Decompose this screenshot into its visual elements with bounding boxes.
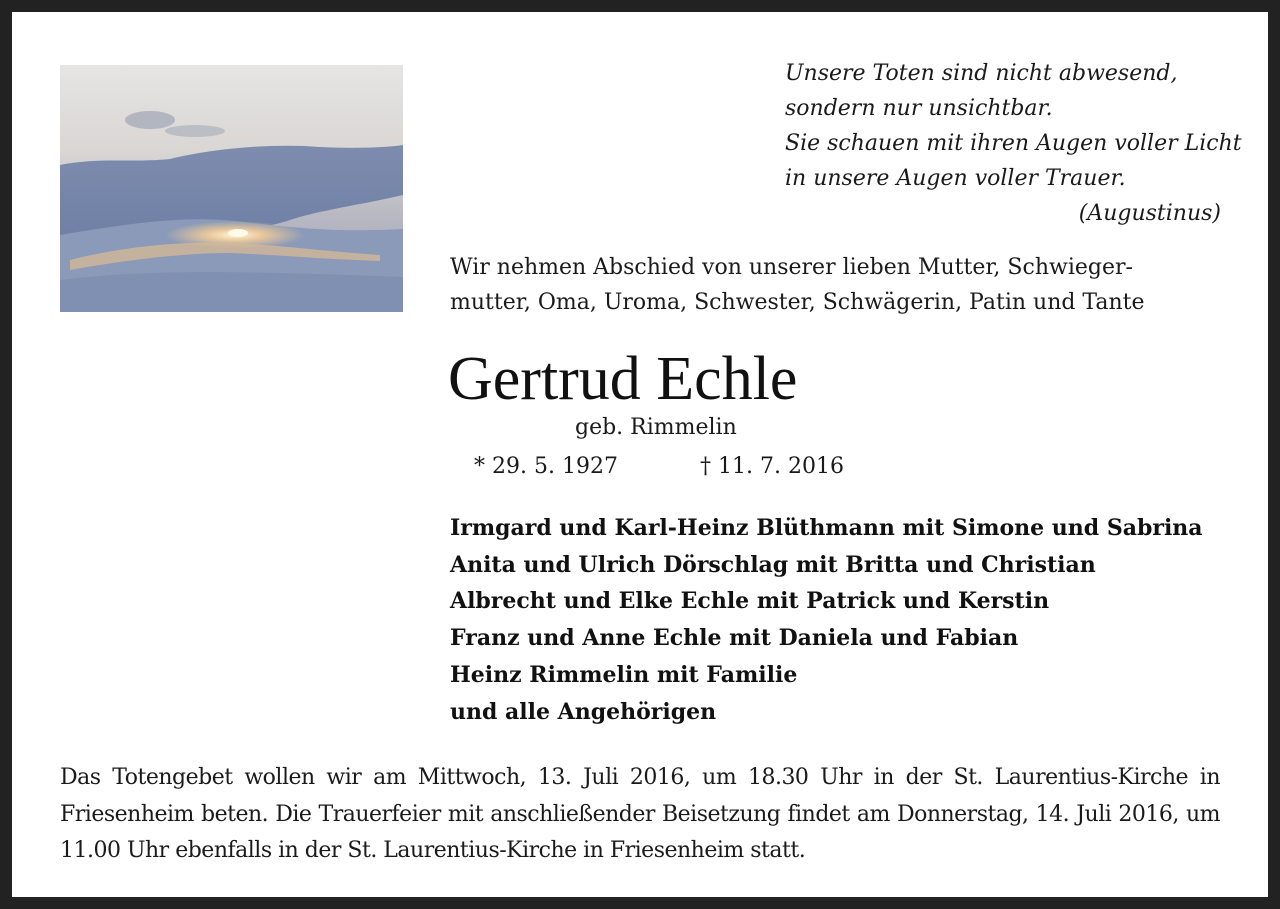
quote-line: Unsere Toten sind nicht abwesend, — [785, 61, 1178, 86]
mourner-line: Heinz Rimmelin mit Familie — [450, 661, 798, 688]
farewell-intro — [450, 250, 1210, 320]
mourner-line: Irmgard und Karl-Heinz Blüthmann mit Simone und Sabrina — [450, 515, 1203, 541]
quote-block — [785, 56, 1242, 231]
quote-line: Sie schauen mit ihren Augen voller Licht — [785, 131, 1242, 156]
deceased-name: Gertrud Echle — [448, 345, 798, 413]
intro-line: Wir nehmen Abschied von unserer lieben Mutter, Schwieger- — [450, 255, 1133, 280]
mourner-line: und alle Angehörigen — [450, 698, 717, 725]
birth-date: * 29. 5. 1927 — [474, 454, 618, 479]
quote-line: in unsere Augen voller Trauer. — [785, 166, 1126, 191]
service-announcement: Das Totengebet wollen wir am Mittwoch, 13. Juli 2016, um 18.30 Uhr in der St. Laurentius-Kirche in Friesenheim beten. Die Trauerfeier mit anschließender Beisetzung findet am Donnerstag, 14. Juli 2016, um 11.00 Uhr ebenfalls in der St. Laurentius-Kirche in Friesenheim statt. — [60, 765, 1220, 863]
maiden-name: geb. Rimmelin — [575, 415, 737, 440]
intro-line: mutter, Oma, Uroma, Schwester, Schwägerin, Patin und Tante — [450, 290, 1145, 315]
quote-source: (Augustinus) — [1078, 201, 1221, 226]
mourner-line: Anita und Ulrich Dörschlag mit Britta und Christian — [450, 551, 1096, 578]
obituary-notice — [12, 12, 1268, 897]
mourner-line: Franz und Anne Echle mit Daniela und Fabian — [450, 625, 1019, 652]
death-date: † 11. 7. 2016 — [700, 454, 844, 479]
sky-photo — [60, 65, 403, 312]
mourners-list — [450, 510, 1230, 730]
quote-line: sondern nur unsichtbar. — [785, 96, 1053, 121]
mourner-line: Albrecht und Elke Echle mit Patrick und Kerstin — [450, 588, 1050, 615]
